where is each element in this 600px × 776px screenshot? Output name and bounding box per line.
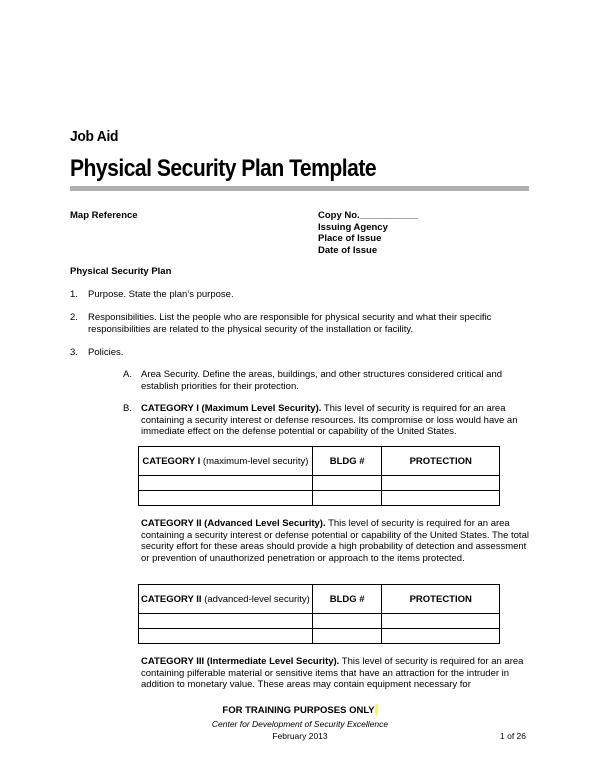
section-title: Physical Security Plan (70, 266, 172, 277)
table-header-protection: PROTECTION (382, 447, 500, 476)
table-cell[interactable] (312, 491, 382, 506)
place-of-issue-label: Place of Issue (318, 233, 382, 245)
title-rule (70, 186, 529, 191)
category-2-description: This level of security is required for an area containing a security interest or defense potential or capability of the United States. The total security effort for these areas should provide a high probability of detection and assessment or prevention of unauthorized penetration or approach to the items protected. (141, 518, 529, 564)
subitem-letter: B. (123, 403, 132, 414)
category-3-heading: CATEGORY III (Intermediate Level Security). (141, 656, 340, 667)
item-responsibilities-text: Responsibilities. List the people who are responsible for physical security and what their specific responsibilities are related to the physical security of the installation or facility. (88, 312, 492, 335)
item-policies-text: Policies. (88, 347, 124, 358)
table-header-category: CATEGORY I (maximum-level security) (139, 447, 313, 476)
table-header-protection: PROTECTION (382, 585, 500, 614)
item-purpose-text: Purpose. State the plan’s purpose. (88, 289, 234, 300)
table-row (139, 476, 500, 491)
category-2-paragraph (141, 518, 531, 564)
table-row (139, 491, 500, 506)
area-security-text: Area Security. Define the areas, buildings, and other structures considered critical and establish priorities for their protection. (141, 369, 503, 392)
page-number: 1 of 26 (500, 731, 526, 741)
category-2-table (138, 584, 500, 644)
footer-date: February 2013 (272, 731, 328, 741)
table-cell[interactable] (139, 476, 313, 491)
copy-no-label: Copy No.___________ (318, 210, 418, 221)
category-3-description: This level of security is required for an area containing pilferable material or sensitive items that have an attraction for the intruder in addition to monetary value. These areas may contain equipment necessary for (141, 656, 524, 690)
issue-info-block (318, 210, 418, 256)
subitem-letter: A. (123, 369, 132, 380)
item-number: 3. (70, 347, 78, 358)
table-cell[interactable] (139, 491, 313, 506)
table-cell[interactable] (382, 614, 500, 629)
table-cell[interactable] (312, 476, 382, 491)
training-notice: FOR TRAINING PURPOSES ONLY (0, 704, 600, 716)
table-header-bldg: BLDG # (312, 447, 382, 476)
category-1-heading: CATEGORY I (Maximum Level Security). (141, 403, 322, 414)
item-number: 1. (70, 289, 78, 300)
table-cell[interactable] (139, 614, 313, 629)
table-cell[interactable] (312, 614, 382, 629)
page-title: Physical Security Plan Template (70, 155, 377, 182)
category-1-table (138, 446, 500, 506)
table-header-bldg: BLDG # (312, 585, 382, 614)
table-cell[interactable] (382, 629, 500, 644)
map-reference-label: Map Reference (70, 210, 138, 221)
issuing-agency-label: Issuing Agency (318, 221, 388, 233)
table-cell[interactable] (382, 476, 500, 491)
footer-center-name: Center for Development of Security Excellence (211, 719, 389, 729)
category-1-description: This level of security is required for an area containing a security interest or defense resources. Its compromise or loss would have an immediate effect on the defense potential or capability of the United States. (141, 403, 518, 437)
item-number: 2. (70, 312, 78, 323)
category-3-paragraph (141, 656, 531, 691)
table-row (139, 629, 500, 644)
table-header-category: CATEGORY II (advanced-level security) (139, 585, 313, 614)
table-cell[interactable] (139, 629, 313, 644)
table-cell[interactable] (382, 491, 500, 506)
category-2-heading: CATEGORY II (Advanced Level Security). (141, 518, 326, 529)
job-aid-label: Job Aid (70, 128, 119, 145)
table-cell[interactable] (312, 629, 382, 644)
date-of-issue-label: Date of Issue (318, 244, 378, 256)
table-row (139, 614, 500, 629)
category-1-paragraph (141, 403, 531, 438)
highlight-mark (375, 704, 378, 715)
